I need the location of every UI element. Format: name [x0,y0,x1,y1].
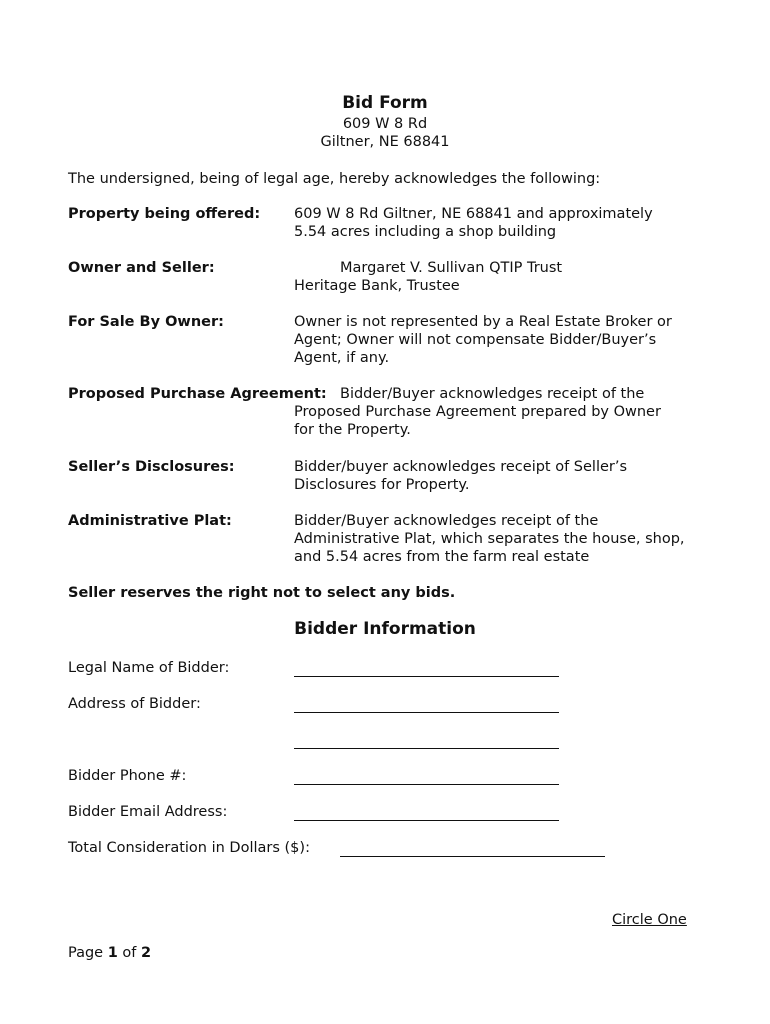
address-field-line-2[interactable] [294,748,559,749]
page-number: 1 [107,945,118,961]
address-line-1: 609 W 8 Rd [342,116,428,132]
intro-text: The undersigned, being of legal age, hereby acknowledges the following: [68,171,601,187]
term-line: Bidder/buyer acknowledges receipt of Seller’s [294,459,628,475]
phone-field[interactable] [294,784,559,785]
term-line: and 5.54 acres from the farm real estate [294,549,590,565]
term-value-purchase-agreement-first: Bidder/Buyer acknowledges receipt of the [340,386,645,402]
term-line: for the Property. [294,422,411,438]
page-word: Page [68,945,104,961]
email-label: Bidder Email Address: [68,804,228,820]
term-line: Heritage Bank, Trustee [294,278,460,294]
circle-one-label: Circle One [612,912,687,928]
document-title: Bid Form [342,93,428,113]
term-value-disclosures [294,458,714,494]
legal-name-label: Legal Name of Bidder: [68,660,230,676]
term-label-fsbo: For Sale By Owner: [68,314,224,330]
address-line-2: Giltner, NE 68841 [320,134,450,150]
term-value-purchase-agreement [294,403,714,439]
legal-name-field[interactable] [294,676,559,677]
term-label-disclosures: Seller’s Disclosures: [68,459,235,475]
term-line: Agent, if any. [294,350,390,366]
term-line: 5.54 acres including a shop building [294,224,557,240]
address-field-line-1[interactable] [294,712,559,713]
term-label-owner: Owner and Seller: [68,260,215,276]
reservation-notice: Seller reserves the right not to select any bids. [68,585,456,601]
term-line: 609 W 8 Rd Giltner, NE 68841 and approximately [294,206,653,222]
term-value-fsbo [294,313,714,367]
term-line: Administrative Plat, which separates the house, shop, [294,531,685,547]
term-line: Margaret V. Sullivan QTIP Trust [340,260,563,276]
term-label-plat: Administrative Plat: [68,513,232,529]
term-value-plat [294,512,714,566]
phone-label: Bidder Phone #: [68,768,187,784]
term-value-property [294,205,714,241]
email-field[interactable] [294,820,559,821]
term-line: Proposed Purchase Agreement prepared by Owner [294,404,661,420]
page-footer [68,944,151,962]
term-value-owner [294,259,714,295]
term-label-property: Property being offered: [68,206,261,222]
of-word: of [122,945,137,961]
term-line: Owner is not represented by a Real Estate Broker or [294,314,672,330]
term-label-purchase-agreement: Proposed Purchase Agreement: [68,386,327,402]
term-line: Bidder/Buyer acknowledges receipt of the [294,513,599,529]
term-line: Agent; Owner will not compensate Bidder/Buyer’s [294,332,657,348]
bidder-info-heading: Bidder Information [294,619,476,639]
page-total: 2 [141,945,152,961]
term-line: Disclosures for Property. [294,477,470,493]
address-label: Address of Bidder: [68,696,201,712]
consideration-label: Total Consideration in Dollars ($): [68,840,310,856]
consideration-field[interactable] [340,856,605,857]
